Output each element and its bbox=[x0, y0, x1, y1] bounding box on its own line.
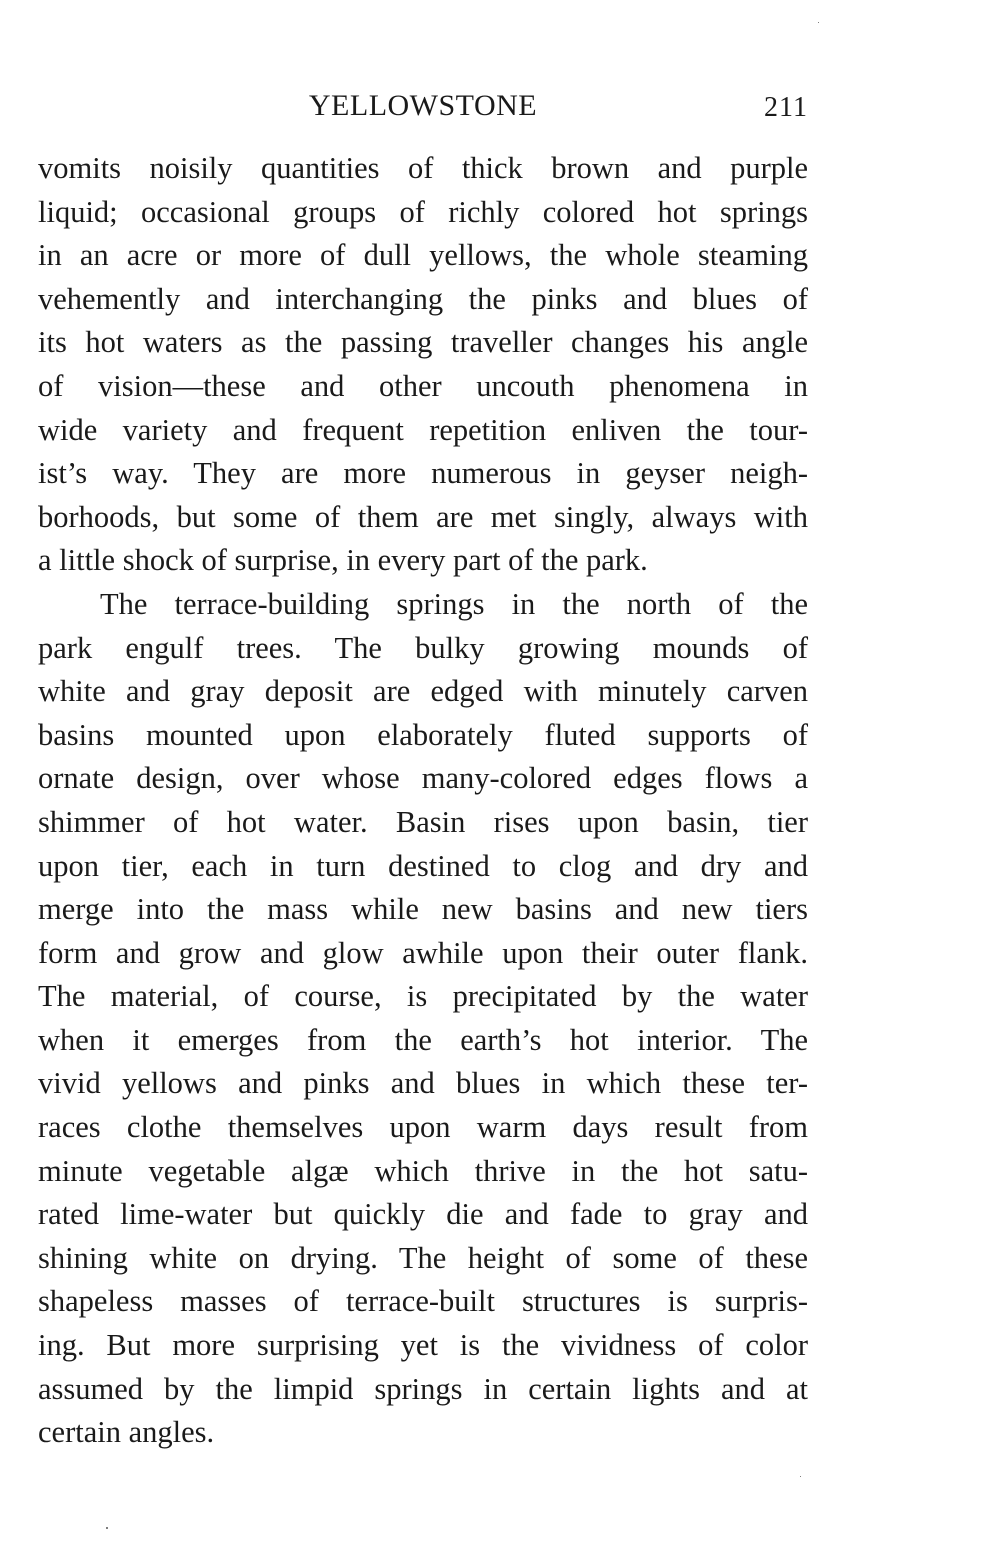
text-line: a little shock of surprise, in every part of the park. bbox=[38, 543, 648, 578]
text-line: form and grow and glow awhile upon their outer flank. bbox=[38, 935, 808, 970]
text-line: minute vegetable algæ which thrive in the hot satu- bbox=[38, 1153, 808, 1188]
text-line: borhoods, but some of them are met singly, always with bbox=[38, 499, 808, 534]
text-line: when it emerges from the earth’s hot interior. The bbox=[38, 1022, 808, 1057]
text-line: certain angles. bbox=[38, 1415, 215, 1450]
paragraph-2 bbox=[38, 583, 808, 1455]
text-line: vehemently and interchanging the pinks and blues of bbox=[38, 281, 808, 316]
text-line: merge into the mass while new basins and new tiers bbox=[38, 892, 808, 927]
text-line: shimmer of hot water. Basin rises upon basin, tier bbox=[38, 804, 808, 839]
text-line: rated lime-water but quickly die and fade to gray and bbox=[38, 1197, 808, 1232]
text-line: vomits noisily quantities of thick brown and purple bbox=[38, 151, 808, 185]
running-title: YELLOWSTONE bbox=[308, 89, 538, 122]
text-line: upon tier, each in turn destined to clog and dry and bbox=[38, 848, 808, 883]
running-head bbox=[38, 86, 808, 126]
text-line: its hot waters as the passing traveller changes his angle bbox=[38, 325, 808, 360]
text-line: assumed by the limpid springs in certain lights and at bbox=[38, 1371, 808, 1406]
text-line: in an acre or more of dull yellows, the whole steaming bbox=[38, 238, 808, 273]
paper-speck bbox=[800, 1476, 801, 1477]
paragraph-1 bbox=[38, 147, 808, 583]
text-line: The material, of course, is precipitated by the water bbox=[38, 979, 808, 1014]
text-line: vivid yellows and pinks and blues in which these ter- bbox=[38, 1066, 808, 1101]
text-line: ing. But more surprising yet is the vividness of color bbox=[38, 1328, 808, 1363]
text-line: shining white on drying. The height of some of these bbox=[38, 1240, 808, 1275]
paper-speck bbox=[818, 22, 819, 23]
text-line: basins mounted upon elaborately fluted supports of bbox=[38, 717, 808, 752]
text-line: liquid; occasional groups of richly colored hot springs bbox=[38, 194, 808, 229]
body-text bbox=[38, 147, 808, 1455]
text-line: wide variety and frequent repetition enliven the tour- bbox=[38, 412, 808, 447]
text-line: white and gray deposit are edged with minutely carven bbox=[38, 674, 808, 709]
page-number: 211 bbox=[764, 92, 808, 123]
paper-speck bbox=[106, 1527, 108, 1529]
text-line: The terrace-building springs in the north of the bbox=[100, 586, 808, 621]
text-line: of vision—these and other uncouth phenomena in bbox=[38, 368, 808, 403]
text-line: shapeless masses of terrace-built structures is surpris- bbox=[38, 1284, 808, 1319]
text-line: park engulf trees. The bulky growing mounds of bbox=[38, 630, 808, 665]
text-line: ist’s way. They are more numerous in geyser neigh- bbox=[38, 456, 808, 491]
text-line: races clothe themselves upon warm days result from bbox=[38, 1110, 808, 1145]
text-line: ornate design, over whose many-colored edges flows a bbox=[38, 761, 808, 796]
